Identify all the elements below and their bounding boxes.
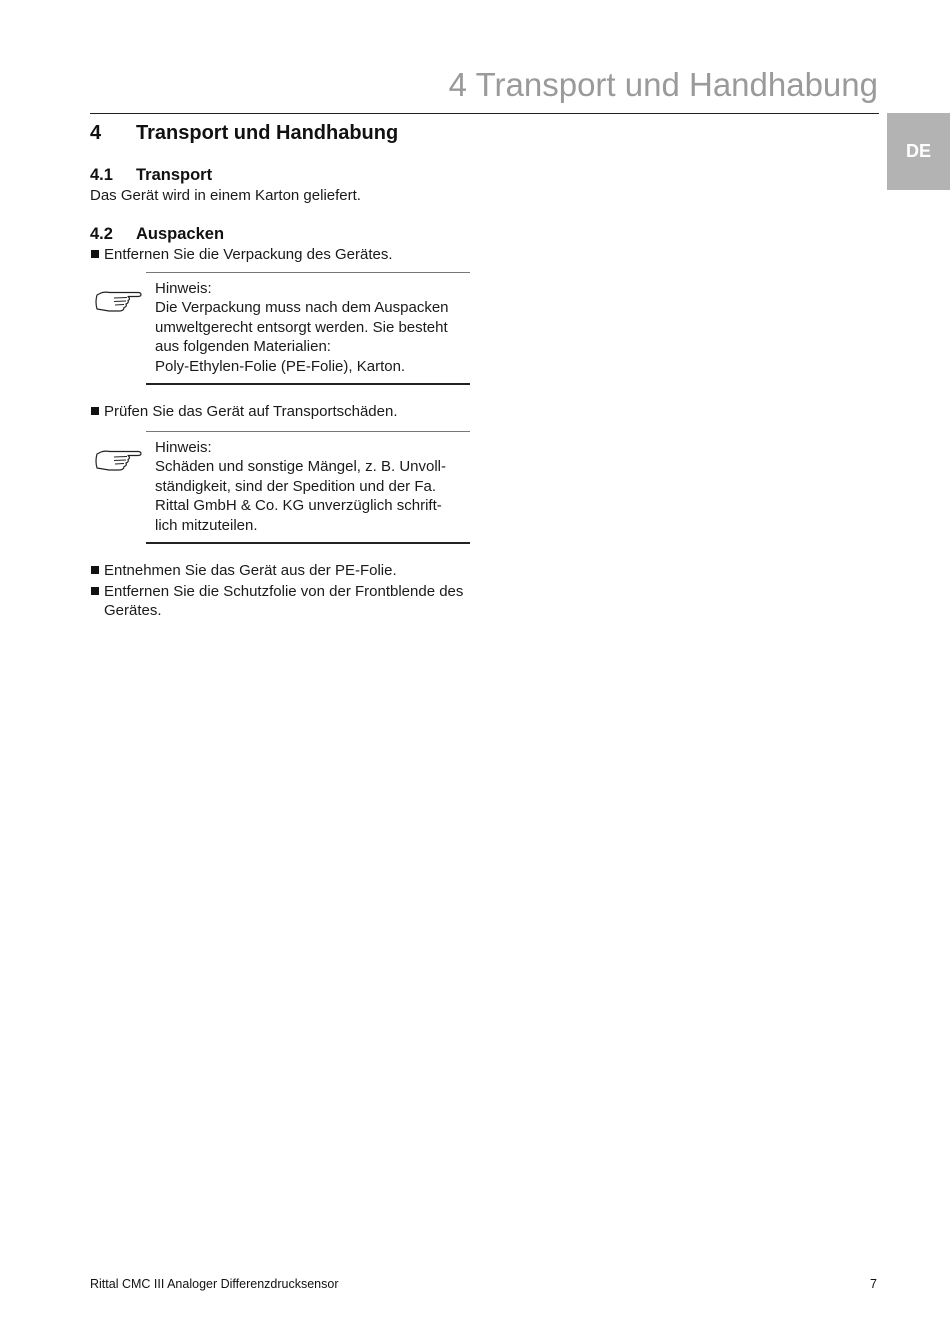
list-item — [90, 245, 475, 265]
step-list — [90, 561, 475, 621]
chapter-number: 4 — [90, 122, 102, 144]
main-content — [90, 120, 475, 621]
step-text: Entfernen Sie die Verpackung des Gerätes. — [104, 246, 393, 263]
language-tab: DE — [887, 113, 950, 190]
note-label: Hinweis: — [155, 279, 212, 297]
square-bullet-icon — [91, 587, 99, 595]
note-label: Hinweis: — [155, 438, 212, 456]
list-item — [90, 582, 475, 621]
square-bullet-icon — [91, 566, 99, 574]
step-text: Entnehmen Sie das Gerät aus der PE-Folie. — [104, 562, 397, 579]
pointing-hand-icon — [94, 288, 142, 314]
note-line: Rittal GmbH & Co. KG unverzüglich schrift- — [155, 497, 442, 514]
note-box — [146, 431, 470, 545]
section-heading-transport — [90, 164, 475, 186]
step-list — [90, 245, 475, 265]
page-number: 7 — [870, 1277, 877, 1291]
note-line: Die Verpackung muss nach dem Auspacken — [155, 299, 449, 316]
pointing-hand-icon — [94, 447, 142, 473]
footer-product: Rittal CMC III Analoger Differenzdrucksensor — [90, 1277, 339, 1291]
note-line: umweltgerecht entsorgt werden. Sie besteht — [155, 318, 448, 336]
note-box — [146, 272, 470, 386]
note-line: aus folgenden Materialien: — [155, 338, 331, 355]
section-title: Transport — [136, 166, 213, 184]
step-text-line: Gerätes. — [104, 602, 162, 619]
square-bullet-icon — [91, 407, 99, 415]
note-line: ständigkeit, sind der Spedition und der Fa. — [155, 477, 437, 495]
chapter-heading — [90, 120, 475, 146]
header-rule — [90, 113, 879, 114]
note-line: Poly-Ethylen-Folie (PE-Folie), Karton. — [155, 357, 406, 375]
step-list — [90, 402, 475, 422]
note-line: lich mitzuteilen. — [155, 516, 258, 534]
running-head: 4 Transport und Handhabung — [448, 66, 878, 103]
list-item — [90, 561, 475, 581]
transport-text: Das Gerät wird in einem Karton geliefert. — [90, 187, 361, 204]
section-heading-auspacken — [90, 223, 475, 245]
step-text: Prüfen Sie das Gerät auf Transportschäden. — [104, 403, 398, 420]
section-title: Auspacken — [136, 225, 225, 243]
section-number: 4.2 — [90, 225, 113, 243]
chapter-title: Transport und Handhabung — [136, 122, 399, 144]
note-line: Schäden und sonstige Mängel, z. B. Unvoll- — [155, 458, 446, 475]
list-item — [90, 402, 475, 422]
section-number: 4.1 — [90, 166, 113, 184]
square-bullet-icon — [91, 250, 99, 258]
step-text-line: Entfernen Sie die Schutzfolie von der Frontblende des — [104, 582, 464, 600]
